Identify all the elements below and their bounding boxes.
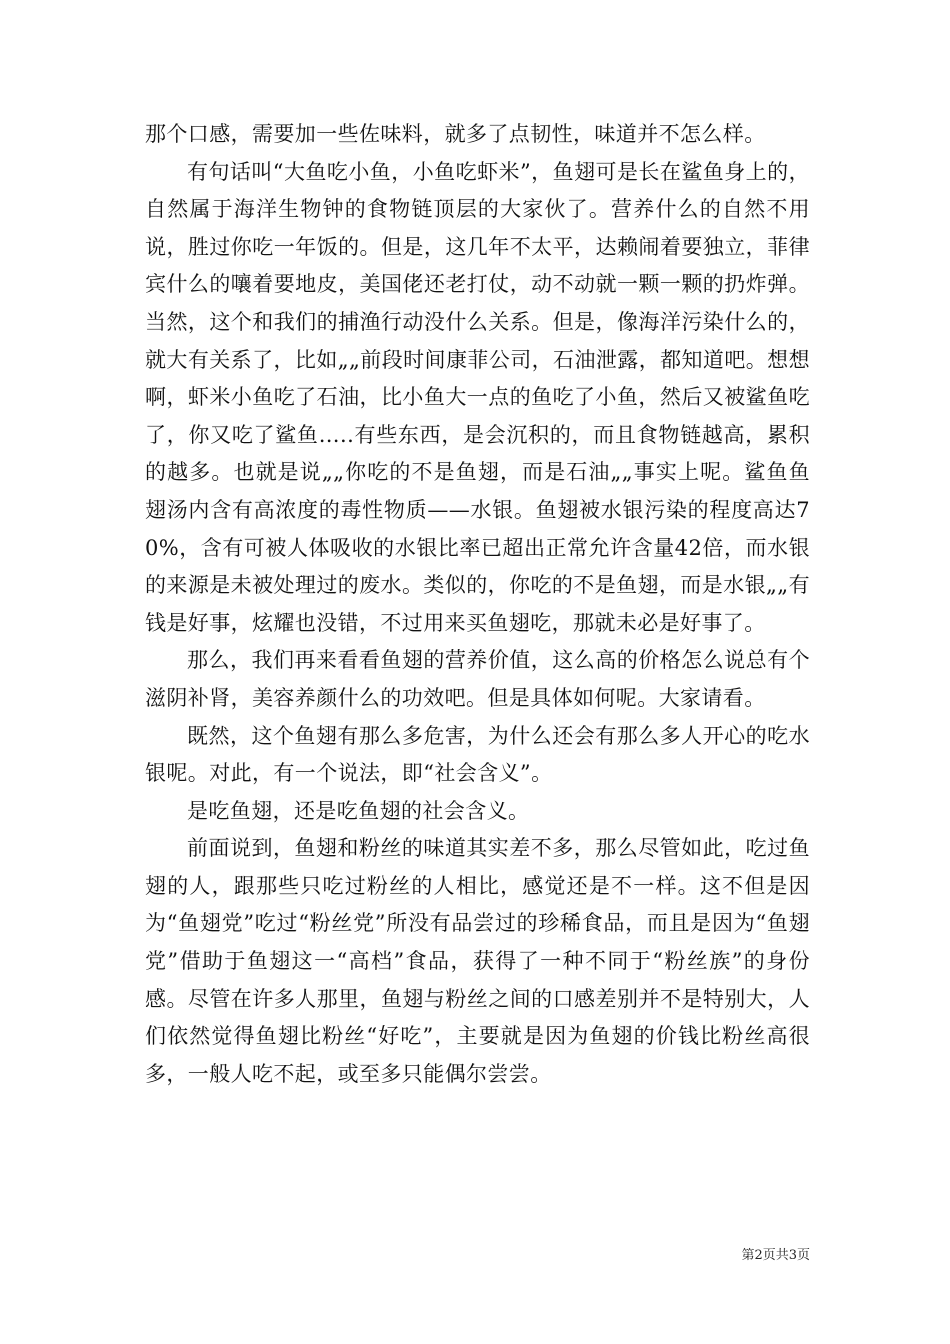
paragraph-6: 前面说到，鱼翅和粉丝的味道其实差不多，那么尽管如此，吃过鱼翅的人，跟那些只吃过粉丝的人相比，感觉还是不一样。这不但是因为“鱼翅党”吃过“粉丝党”所没有品尝过的珍稀食品，而且是因为“鱼翅党”借助于鱼翅这一“高档”食品，获得了一种不同于“粉丝族”的身份感。尽管在许多人那里，鱼翅与粉丝之间的口感差别并不是特别大，人们依然觉得鱼翅比粉丝“好吃”，主要就是因为鱼翅的价钱比粉丝高很多，一般人吃不起，或至多只能偶尔尝尝。: [145, 836, 810, 1086]
page-number-footer: 第2页共3页: [741, 1248, 810, 1263]
paragraph-2: 有句话叫“大鱼吃小鱼，小鱼吃虾米”，鱼翅可是长在鲨鱼身上的，自然属于海洋生物钟的食物链顶层的大家伙了。营养什么的自然不用说，胜过你吃一年饭的。但是，这几年不太平，达赖闹着要独立，菲律宾什么的嚷着要地皮，美国佬还老打仗，动不动就一颗一颗的扔炸弹。当然，这个和我们的捕渔行动没什么关系。但是，像海洋污染什么的，就大有关系了，比如„„前段时间康菲公司，石油泄露，都知道吧。想想啊，虾米小鱼吃了石油，比小鱼大一点的鱼吃了小鱼，然后又被鲨鱼吃了，你又吃了鲨鱼…..有些东西，是会沉积的，而且食物链越高，累积的越多。也就是说„„你吃的不是鱼翅，而是石油„„事实上呢。鲨鱼鱼翅汤内含有高浓度的毒性物质——水银。鱼翅被水银污染的程度高达70%，含有可被人体吸收的水银比率已超出正常允许含量42倍，而水银的来源是未被处理过的废水。类似的，你吃的不是鱼翅，而是水银„„有钱是好事，炫耀也没错，不过用来买鱼翅吃，那就未必是好事了。: [145, 159, 810, 635]
paragraph-5: 是吃鱼翅，还是吃鱼翅的社会含义。: [187, 798, 530, 823]
paragraph-4: 既然，这个鱼翅有那么多危害，为什么还会有那么多人开心的吃水银呢。对此，有一个说法，即“社会含义”。: [145, 723, 810, 786]
paragraph-1: 那个口感，需要加一些佐味料，就多了点韧性，味道并不怎么样。: [145, 122, 766, 146]
paragraph-3: 那么，我们再来看看鱼翅的营养价值，这么高的价格怎么说总有个滋阴补肾，美容养颜什么的功效吧。但是具体如何呢。大家请看。: [145, 648, 810, 710]
body-text: [145, 116, 810, 1093]
